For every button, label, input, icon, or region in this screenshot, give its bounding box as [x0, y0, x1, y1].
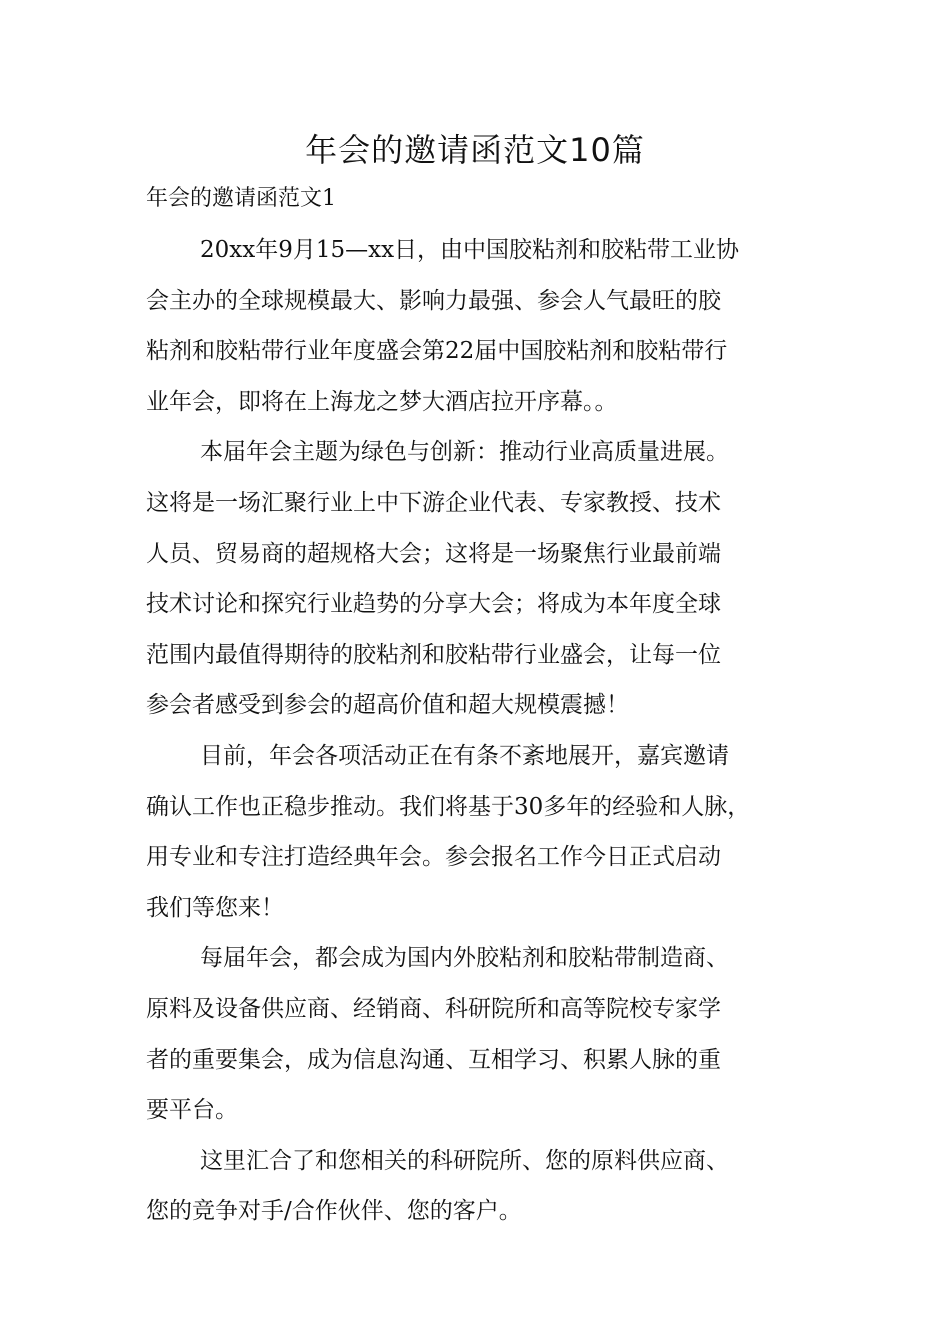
paragraph-line: 范围内最值得期待的胶粘剂和胶粘带行业盛会，让每一位: [146, 641, 721, 668]
paragraph-line: 目前，年会各项活动正在有条不紊地展开，嘉宾邀请: [200, 742, 729, 769]
document-title: 年会的邀请函范文10篇: [305, 131, 645, 169]
paragraph-3: [146, 738, 826, 940]
document-body: [146, 232, 826, 1244]
paragraph-line: 20xx年9月15—xx日，由中国胶粘剂和胶粘带工业协: [200, 237, 740, 263]
paragraph-line: 要平台。: [146, 1097, 238, 1124]
paragraph-line: 业年会，即将在上海龙之梦大酒店拉开序幕。。: [146, 388, 618, 415]
paragraph-line: 者的重要集会，成为信息沟通、互相学习、积累人脉的重: [146, 1046, 721, 1073]
paragraph-line: 每届年会，都会成为国内外胶粘剂和胶粘带制造商、: [200, 945, 729, 972]
paragraph-line: 我们等您来！: [146, 894, 284, 921]
paragraph-line: 会主办的全球规模最大、影响力最强、参会人气最旺的胶: [146, 287, 721, 314]
paragraph-line: 您的竞争对手/合作伙伴、您的客户。: [146, 1198, 522, 1225]
paragraph-line: 原料及设备供应商、经销商、科研院所和高等院校专家学: [146, 995, 721, 1022]
paragraph-line: 粘剂和胶粘带行业年度盛会第22届中国胶粘剂和胶粘带行: [146, 338, 728, 365]
paragraph-line: 技术讨论和探究行业趋势的分享大会；将成为本年度全球: [146, 591, 721, 618]
paragraph-2: [146, 434, 826, 738]
paragraph-line: 参会者感受到参会的超高价值和超大规模震撼！: [146, 692, 629, 719]
paragraph-line: 人员、贸易商的超规格大会；这将是一场聚焦行业最前端: [146, 540, 721, 567]
paragraph-4: [146, 940, 826, 1142]
paragraph-line: 用专业和专注打造经典年会。参会报名工作今日正式启动: [146, 844, 721, 871]
paragraph-line: 这里汇合了和您相关的科研院所、您的原料供应商、: [200, 1147, 729, 1174]
paragraph-line: 这将是一场汇聚行业上中下游企业代表、专家教授、技术: [146, 489, 721, 516]
paragraph-line: 确认工作也正稳步推动。我们将基于30多年的经验和人脉，: [146, 793, 751, 820]
document-subtitle: 年会的邀请函范文1: [146, 186, 336, 211]
paragraph-1: [146, 232, 826, 434]
paragraph-5: [146, 1143, 826, 1244]
paragraph-line: 本届年会主题为绿色与创新：推动行业高质量进展。: [200, 439, 729, 466]
